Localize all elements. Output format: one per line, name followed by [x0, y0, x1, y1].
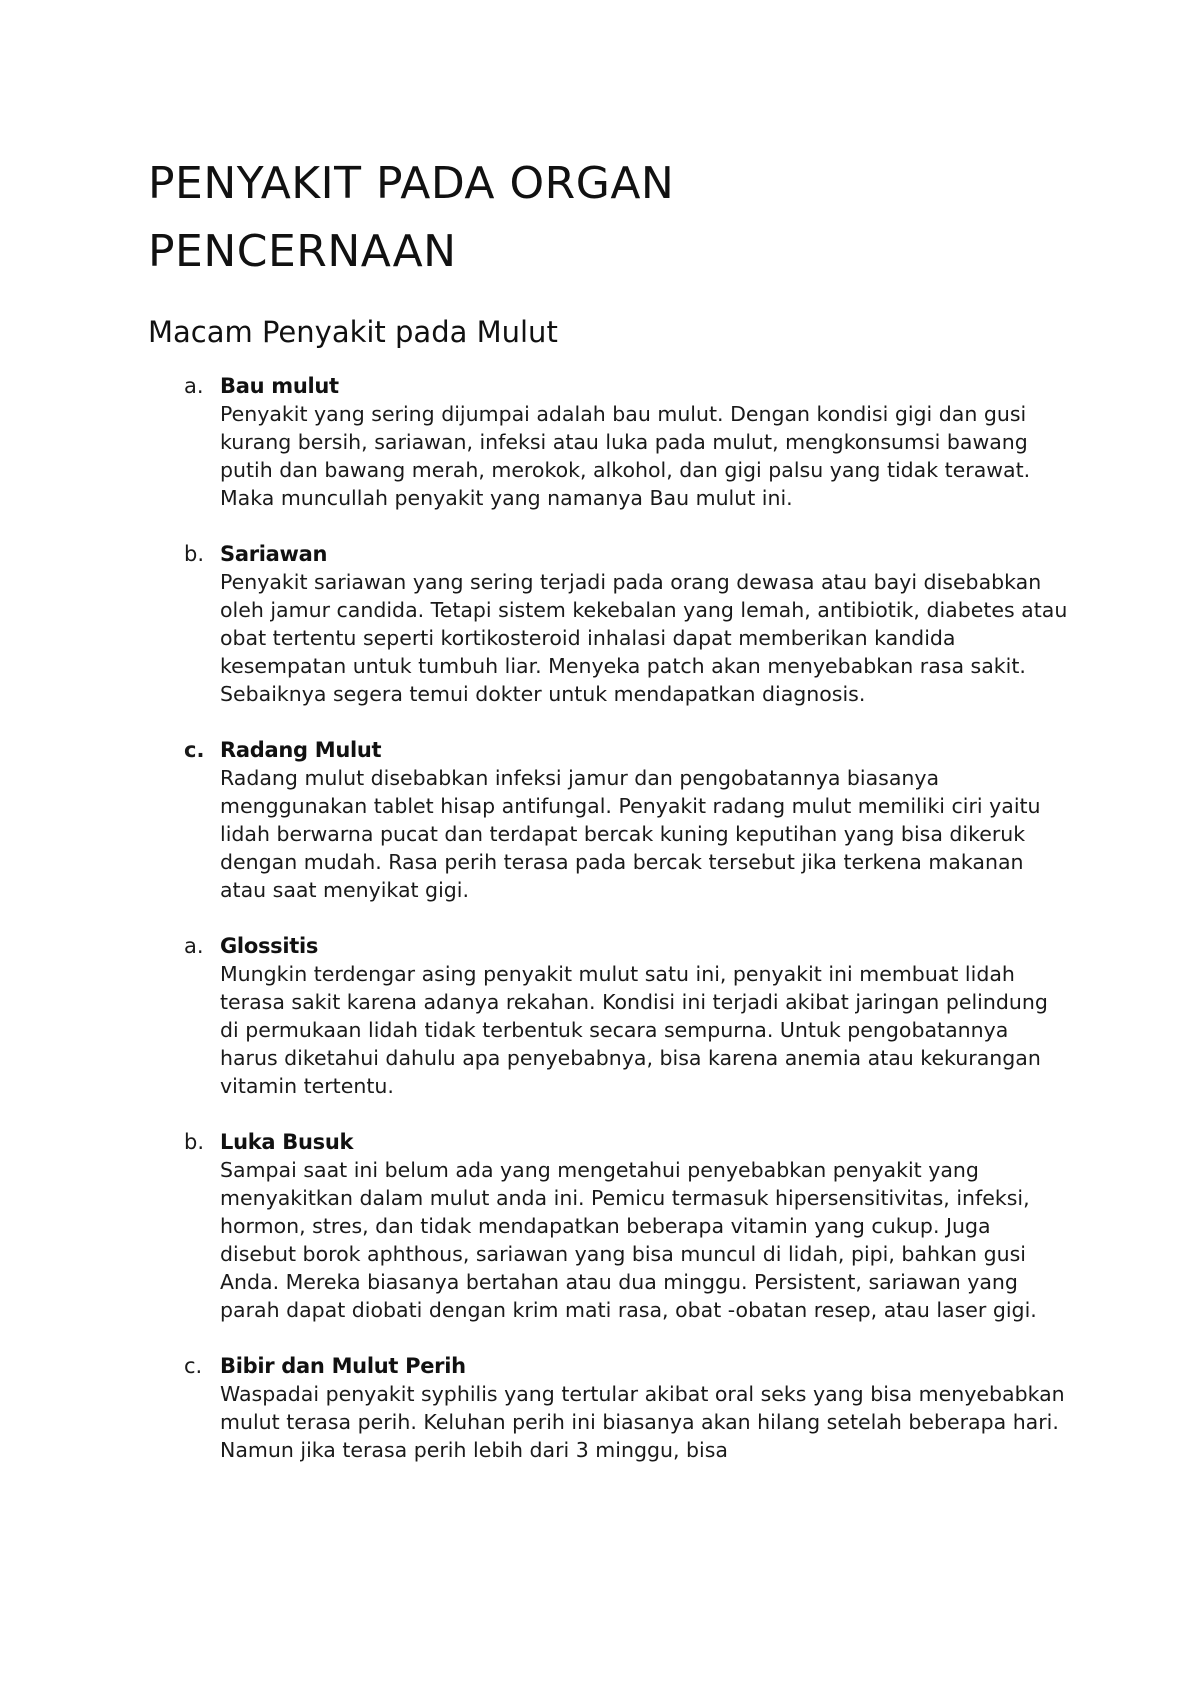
- list-marker: c.: [184, 1354, 203, 1378]
- list-marker: c.: [184, 738, 205, 762]
- item-description: Radang mulut disebabkan infeksi jamur dan pengobatannya biasanya menggunakan tablet hisap antifungal. Penyakit radang mulut memiliki ciri yaitu lidah berwarna pucat dan terdapat bercak kuning keputihan yang bisa dikeruk dengan mudah. Rasa perih terasa pada bercak tersebut jika terkena makanan atau saat menyikat gigi.: [220, 766, 1041, 902]
- item-description: Penyakit yang sering dijumpai adalah bau mulut. Dengan kondisi gigi dan gusi kurang bersih, sariawan, infeksi atau luka pada mulut, mengkonsumsi bawang putih dan bawang merah, merokok, alkohol, dan gigi palsu yang tidak terawat. Maka muncullah penyakit yang namanya Bau mulut ini.: [220, 402, 1031, 510]
- item-title: Radang Mulut: [220, 738, 382, 762]
- item-title: Bibir dan Mulut Perih: [220, 1354, 466, 1378]
- document-page: [148, 150, 1068, 1492]
- document-title: [148, 150, 1068, 286]
- list-marker: b.: [184, 1130, 205, 1154]
- disease-list: [148, 372, 1068, 1464]
- list-item-bibir-dan-mulut-perih: [148, 1352, 1068, 1464]
- item-title: Luka Busuk: [220, 1130, 354, 1154]
- item-description: Penyakit sariawan yang sering terjadi pada orang dewasa atau bayi disebabkan oleh jamur candida. Tetapi sistem kekebalan yang lemah, antibiotik, diabetes atau obat tertentu seperti kortikosteroid inhalasi dapat memberikan kandida kesempatan untuk tumbuh liar. Menyeka patch akan menyebabkan rasa sakit. Sebaiknya segera temui dokter untuk mendapatkan diagnosis.: [220, 570, 1068, 706]
- item-title: Bau mulut: [220, 374, 339, 398]
- list-item-glossitis: [148, 932, 1068, 1100]
- list-item-luka-busuk: [148, 1128, 1068, 1324]
- document-title-line-2: PENCERNAAN: [148, 226, 457, 277]
- list-marker: b.: [184, 542, 205, 566]
- item-description: Mungkin terdengar asing penyakit mulut satu ini, penyakit ini membuat lidah terasa sakit karena adanya rekahan. Kondisi ini terjadi akibat jaringan pelindung di permukaan lidah tidak terbentuk secara sempurna. Untuk pengobatannya harus diketahui dahulu apa penyebabnya, bisa karena anemia atau kekurangan vitamin tertentu.: [220, 962, 1048, 1098]
- item-title: Sariawan: [220, 542, 328, 566]
- item-description: Waspadai penyakit syphilis yang tertular akibat oral seks yang bisa menyebabkan mulut terasa perih. Keluhan perih ini biasanya akan hilang setelah beberapa hari. Namun jika terasa perih lebih dari 3 minggu, bisa: [220, 1382, 1065, 1462]
- list-item-radang-mulut: [148, 736, 1068, 904]
- list-item-bau-mulut: [148, 372, 1068, 512]
- document-title-line-1: PENYAKIT PADA ORGAN: [148, 158, 675, 209]
- section-subtitle: Macam Penyakit pada Mulut: [148, 315, 558, 349]
- list-marker: a.: [184, 934, 204, 958]
- list-item-sariawan: [148, 540, 1068, 708]
- list-marker: a.: [184, 374, 204, 398]
- item-description: Sampai saat ini belum ada yang mengetahui penyebabkan penyakit yang menyakitkan dalam mulut anda ini. Pemicu termasuk hipersensitivitas, infeksi, hormon, stres, dan tidak mendapatkan beberapa vitamin yang cukup. Juga disebut borok aphthous, sariawan yang bisa muncul di lidah, pipi, bahkan gusi Anda. Mereka biasanya bertahan atau dua minggu. Persistent, sariawan yang parah dapat diobati dengan krim mati rasa, obat -obatan resep, atau laser gigi.: [220, 1158, 1037, 1322]
- item-title: Glossitis: [220, 934, 319, 958]
